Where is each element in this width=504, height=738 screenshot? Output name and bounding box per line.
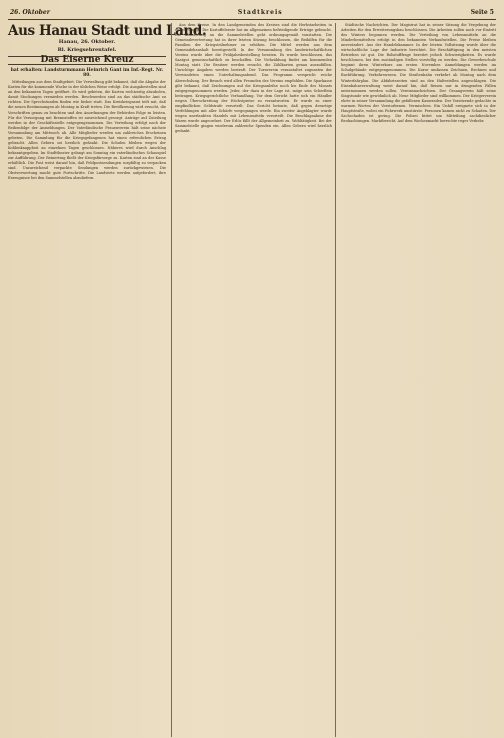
column-right: [341, 23, 496, 737]
heading-kriegsehrentafel: Rl. Kriegsehrentafel.: [57, 47, 117, 54]
heading-eiserne-kreuz: Das Eiserne Kreuz: [8, 56, 166, 65]
header-left: 26. Oktober: [10, 8, 50, 16]
column-left: [8, 23, 207, 737]
header-center: Stadtkreis: [237, 8, 283, 16]
award-notice: hat erhalten: Landsturmmann Heinrich Gant im Inf.-Regt. Nr. 80.: [10, 68, 164, 79]
page-number: Seite 5: [470, 8, 494, 16]
article-body-middle: Aus dem Kreise. In den Landgemeinden des Kreises sind die Herbstarbeiten in vollem Gange. Die Kartoffelernte hat im allgemeinen befriedigende Erträge gebracht. Die Ablieferung an die Sammelstellen geht ordnungsgemäß vonstatten. Die Gemeindevertretung hat in ihrer letzten Sitzung beschlossen, die Beihilfen für die Familien der Kriegsteilnehmer zu erhöhen. Die Mittel werden aus dem Gemeindehaushalt bereitgestellt. In der Versammlung des landwirtschaftlichen Vereins wurde über die Frühjahrsbestellung beraten. Es wurde beschlossen, das Saatgut gemeinschaftlich zu beschaffen. Die Viehzählung findet am kommenden Montag statt. Die Besitzer werden ersucht, die Zählkarten genau auszufüllen. Unrichtige Angaben werden bestraft. Der Turnverein veranstaltet zugunsten der Verwundeten einen Unterhaltungsabend. Das Programm verspricht reiche Abwechslung. Der Besuch wird allen Freunden des Vereins empfohlen. Die Sparkasse gibt bekannt, daß Zeichnungen auf die Kriegsanleihe noch bis Ende des Monats entgegengenommen werden. Jeder, der dazu in der Lage ist, möge sein Scherflein beitragen. Kriegsgerichtliche Verhandlung. Vor dem Gericht hatte sich ein Händler wegen Überschreitung der Höchstpreise zu verantworten. Er wurde zu einer empfindlichen Geldstrafe verurteilt. Das Gericht betonte, daß gegen derartige Verfehlungen mit aller Schärfe vorgegangen werde. Ein zweiter Angeklagter wurde wegen unerlaubten Handels mit Lebensmitteln verurteilt. Die Beschlagnahme der Waren wurde angeordnet. Der Erlös fällt der Allgemeinheit zu. Wohltätigkeit. Bei der Sammelstelle gingen wiederum zahlreiche Spenden ein. Allen Gebern wird herzlich gedankt.: [175, 23, 332, 133]
article-body-left: Mitteilungen aus dem Stadtgebiet. Die Verwaltung gibt bekannt, daß die Abgabe der Karten für die kommende Woche in der üblichen Weise erfolgt. Die Ausgabestellen sind an den bekannten Tagen geöffnet. Es wird gebeten, die Karten rechtzeitig abzuholen, damit Stockungen vermieden werden. Beschwerden sind an das städtische Amt zu richten. Die Sprechstunden finden wie bisher statt. Das Kreiskriegsamt teilt mit, daß die neuen Bestimmungen ab Montag in Kraft treten. Die Bevölkerung wird ersucht, die Vorschriften genau zu beachten und den Anordnungen der Behörden Folge zu leisten. Für die Versorgung mit Brennstoffen ist ausreichend gesorgt. Anträge auf Zuteilung werden in der Geschäftsstelle entgegengenommen. Die Verteilung erfolgt nach der Reihenfolge der Anmeldungen. Der Vaterländische Frauenverein hält seine nächste Versammlung am Mittwoch ab. Alle Mitglieder werden um zahlreiches Erscheinen gebeten. Die Sammlung für die Kriegsgefangenen hat einen erfreulichen Ertrag gebracht. Allen Gebern sei herzlich gedankt. Die Schulen bleiben wegen der Kohlenknappheit an einzelnen Tagen geschlossen. Näheres wird durch Anschlag bekanntgegeben. Im Stadttheater gelangt am Sonntag ein vaterländisches Schauspiel zur Aufführung. Der Reinertrag fließt der Kriegsfürsorge zu. Karten sind an der Kasse erhältlich. Die Post weist darauf hin, daß Feldpostsendungen sorgfältig zu verpacken sind. Unzureichend verpackte Sendungen werden zurückgewiesen. Die Obstverwertung macht gute Fortschritte. Die Landwirte werden aufgefordert, ihre Erzeugnisse bei den Sammelstellen abzuliefern.: [8, 80, 166, 181]
article-body-right: Städtische Nachrichten. Der Magistrat hat in seiner Sitzung die Vergebung der Arbeiten für den Erweiterungsbau beschlossen. Die Arbeiten sollen noch vor Eintritt des Winters begonnen werden. Die Verteilung von Lebensmitteln an die Minderbemittelten erfolgt in den bekannten Verkaufsstellen. Die Preise bleiben unverändert. Aus der Handelskammer. In der letzten Vollsitzung wurde über die wirtschaftliche Lage der Industrie berichtet. Die Beschäftigung in den meisten Betrieben ist gut. Die Rohstofffrage bereitet jedoch Schwierigkeiten. Es wurde beschlossen, bei den zuständigen Stellen vorstellig zu werden. Die Gewerbeschule beginnt ihren Winterkurs am ersten November. Anmeldungen werden im Schulgebäude entgegengenommen. Die Kurse umfassen Zeichnen, Rechnen und Buchführung. Verkehrswesen. Die Straßenbahn verkehrt ab Montag nach dem Winterfahrplan. Die Abfahrtszeiten sind an den Haltestellen angeschlagen. Die Eisenbahnverwaltung weist darauf hin, daß Reisen nur in dringenden Fällen unternommen werden sollen. Vereinsnachrichten. Der Gesangverein hält seine Singstunde wie gewöhnlich ab. Neue Mitglieder sind willkommen. Der Kriegerverein ehrte in seiner Versammlung die gefallenen Kameraden. Der Vorsitzende gedachte in warmen Worten der Verstorbenen. Vermischtes. Ein Unfall ereignete sich in der Hauptstraße, wobei ein Fuhrwerk umstürzte. Personen kamen nicht zu Schaden. Der Sachschaden ist gering. Die Polizei bittet um Mitteilung sachdienlicher Beobachtungen. Marktbericht. Auf dem Wochenmarkt herrschte reger Verkehr.: [340, 23, 496, 123]
text-columns: [8, 23, 496, 737]
column-middle: [171, 23, 336, 737]
page-header: [8, 6, 496, 20]
dateline: Hanau, 26. Oktober.: [58, 39, 116, 45]
section-masthead: Aus Hanau Stadt und Land.: [8, 23, 207, 39]
